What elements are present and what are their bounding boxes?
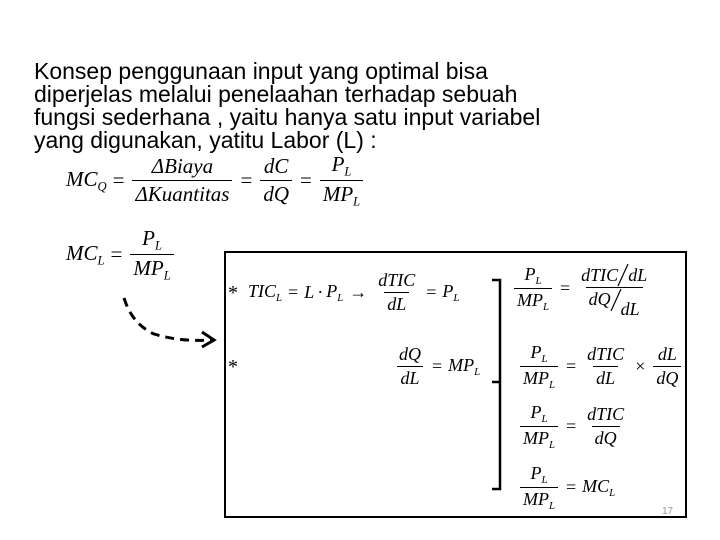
bullet-star-2: * (228, 356, 238, 378)
intro-line-4: yang digunakan, yatitu Labor (L) : (34, 127, 377, 153)
right-equation-2 (518, 342, 683, 391)
equals-sign: = (560, 278, 571, 298)
equals-sign: = (566, 415, 577, 436)
right-equation-3 (518, 402, 629, 451)
mcq-fraction-dc-dq: $\frac{dC}{dQ}$ (260, 154, 292, 207)
intro-line-3: fungsi sederhana , yaitu hanya satu input variabel (34, 104, 541, 130)
equals-sign: = (426, 282, 437, 302)
pl-mpl-fraction: $\frac{P_L}{MP_L}$ (520, 342, 558, 391)
pl-mpl-fraction: $\frac{P_L}{MP_L}$ (514, 264, 552, 313)
page-number: 17 (662, 506, 674, 517)
equals-sign: = (566, 355, 577, 376)
dtic-dl-fraction: $\frac{\text{dTIC}}{dL}$ (587, 343, 625, 388)
dq-dl-fraction: $\frac{dQ}{dL}$ (399, 344, 421, 388)
equals-sign: = (240, 168, 253, 193)
mcq-lhs: $MC_Q$ (66, 167, 107, 194)
dtic-dq-fraction: $\frac{\text{dTIC}}{dQ}$ (587, 403, 625, 448)
equals-sign: = (288, 282, 299, 302)
pl-mpl-fraction: $\frac{P_L}{MP_L}$ (520, 402, 558, 451)
dashed-arrow-icon (110, 290, 220, 350)
times-sign: × (635, 355, 646, 376)
bullet-star-1: * (228, 282, 238, 304)
mcl-equation (66, 226, 176, 284)
intro-paragraph (34, 60, 694, 152)
dtic-dl-fraction: $\frac{\text{dTIC}}{dL}$ (378, 270, 416, 314)
derivation-bracket-icon (488, 278, 504, 492)
right-equation-1 (512, 257, 652, 320)
dq-dl-equation: $\frac{dQ}{dL}$ = $MP_L$ (394, 344, 480, 389)
arrow-icon: → (349, 282, 368, 302)
mcl-fraction: $\frac{P_L}{MP_L}$ (130, 226, 173, 284)
equals-sign: = (110, 242, 123, 267)
right-equation-4: $\frac{P_L}{MP_L}$ = $MC_L$ (518, 463, 615, 512)
equals-sign: = (112, 168, 125, 193)
mcq-equation (66, 152, 365, 210)
mcl-lhs: $MC_L$ (66, 241, 105, 268)
pl-mpl-fraction: $\frac{P_L}{MP_L}$ (520, 463, 558, 512)
equals-sign: = (566, 476, 577, 497)
intro-line-2: diperjelas melalui penelaahan terhadap sebuah (34, 81, 518, 107)
mcq-fraction-pl-mpl: $\frac{P_L}{MP_L}$ (320, 152, 363, 210)
equals-sign: = (432, 356, 443, 376)
compound-fraction: dTIC dL dQ dL (581, 265, 648, 319)
equals-sign: = (299, 168, 312, 193)
intro-line-1: Konsep penggunaan input yang optimal bisa (34, 58, 488, 84)
dl-dq-fraction: $\frac{dL}{dQ}$ (653, 344, 681, 389)
tic-equation: $TIC_L$ = L · $P_L$ → $\frac{\text{dTIC}}{dL}$ = $P_L$ (248, 270, 460, 314)
mcq-fraction-biaya: $\frac{\text{ΔBiaya}}{\text{ΔKuantitas}}$ (132, 154, 232, 207)
